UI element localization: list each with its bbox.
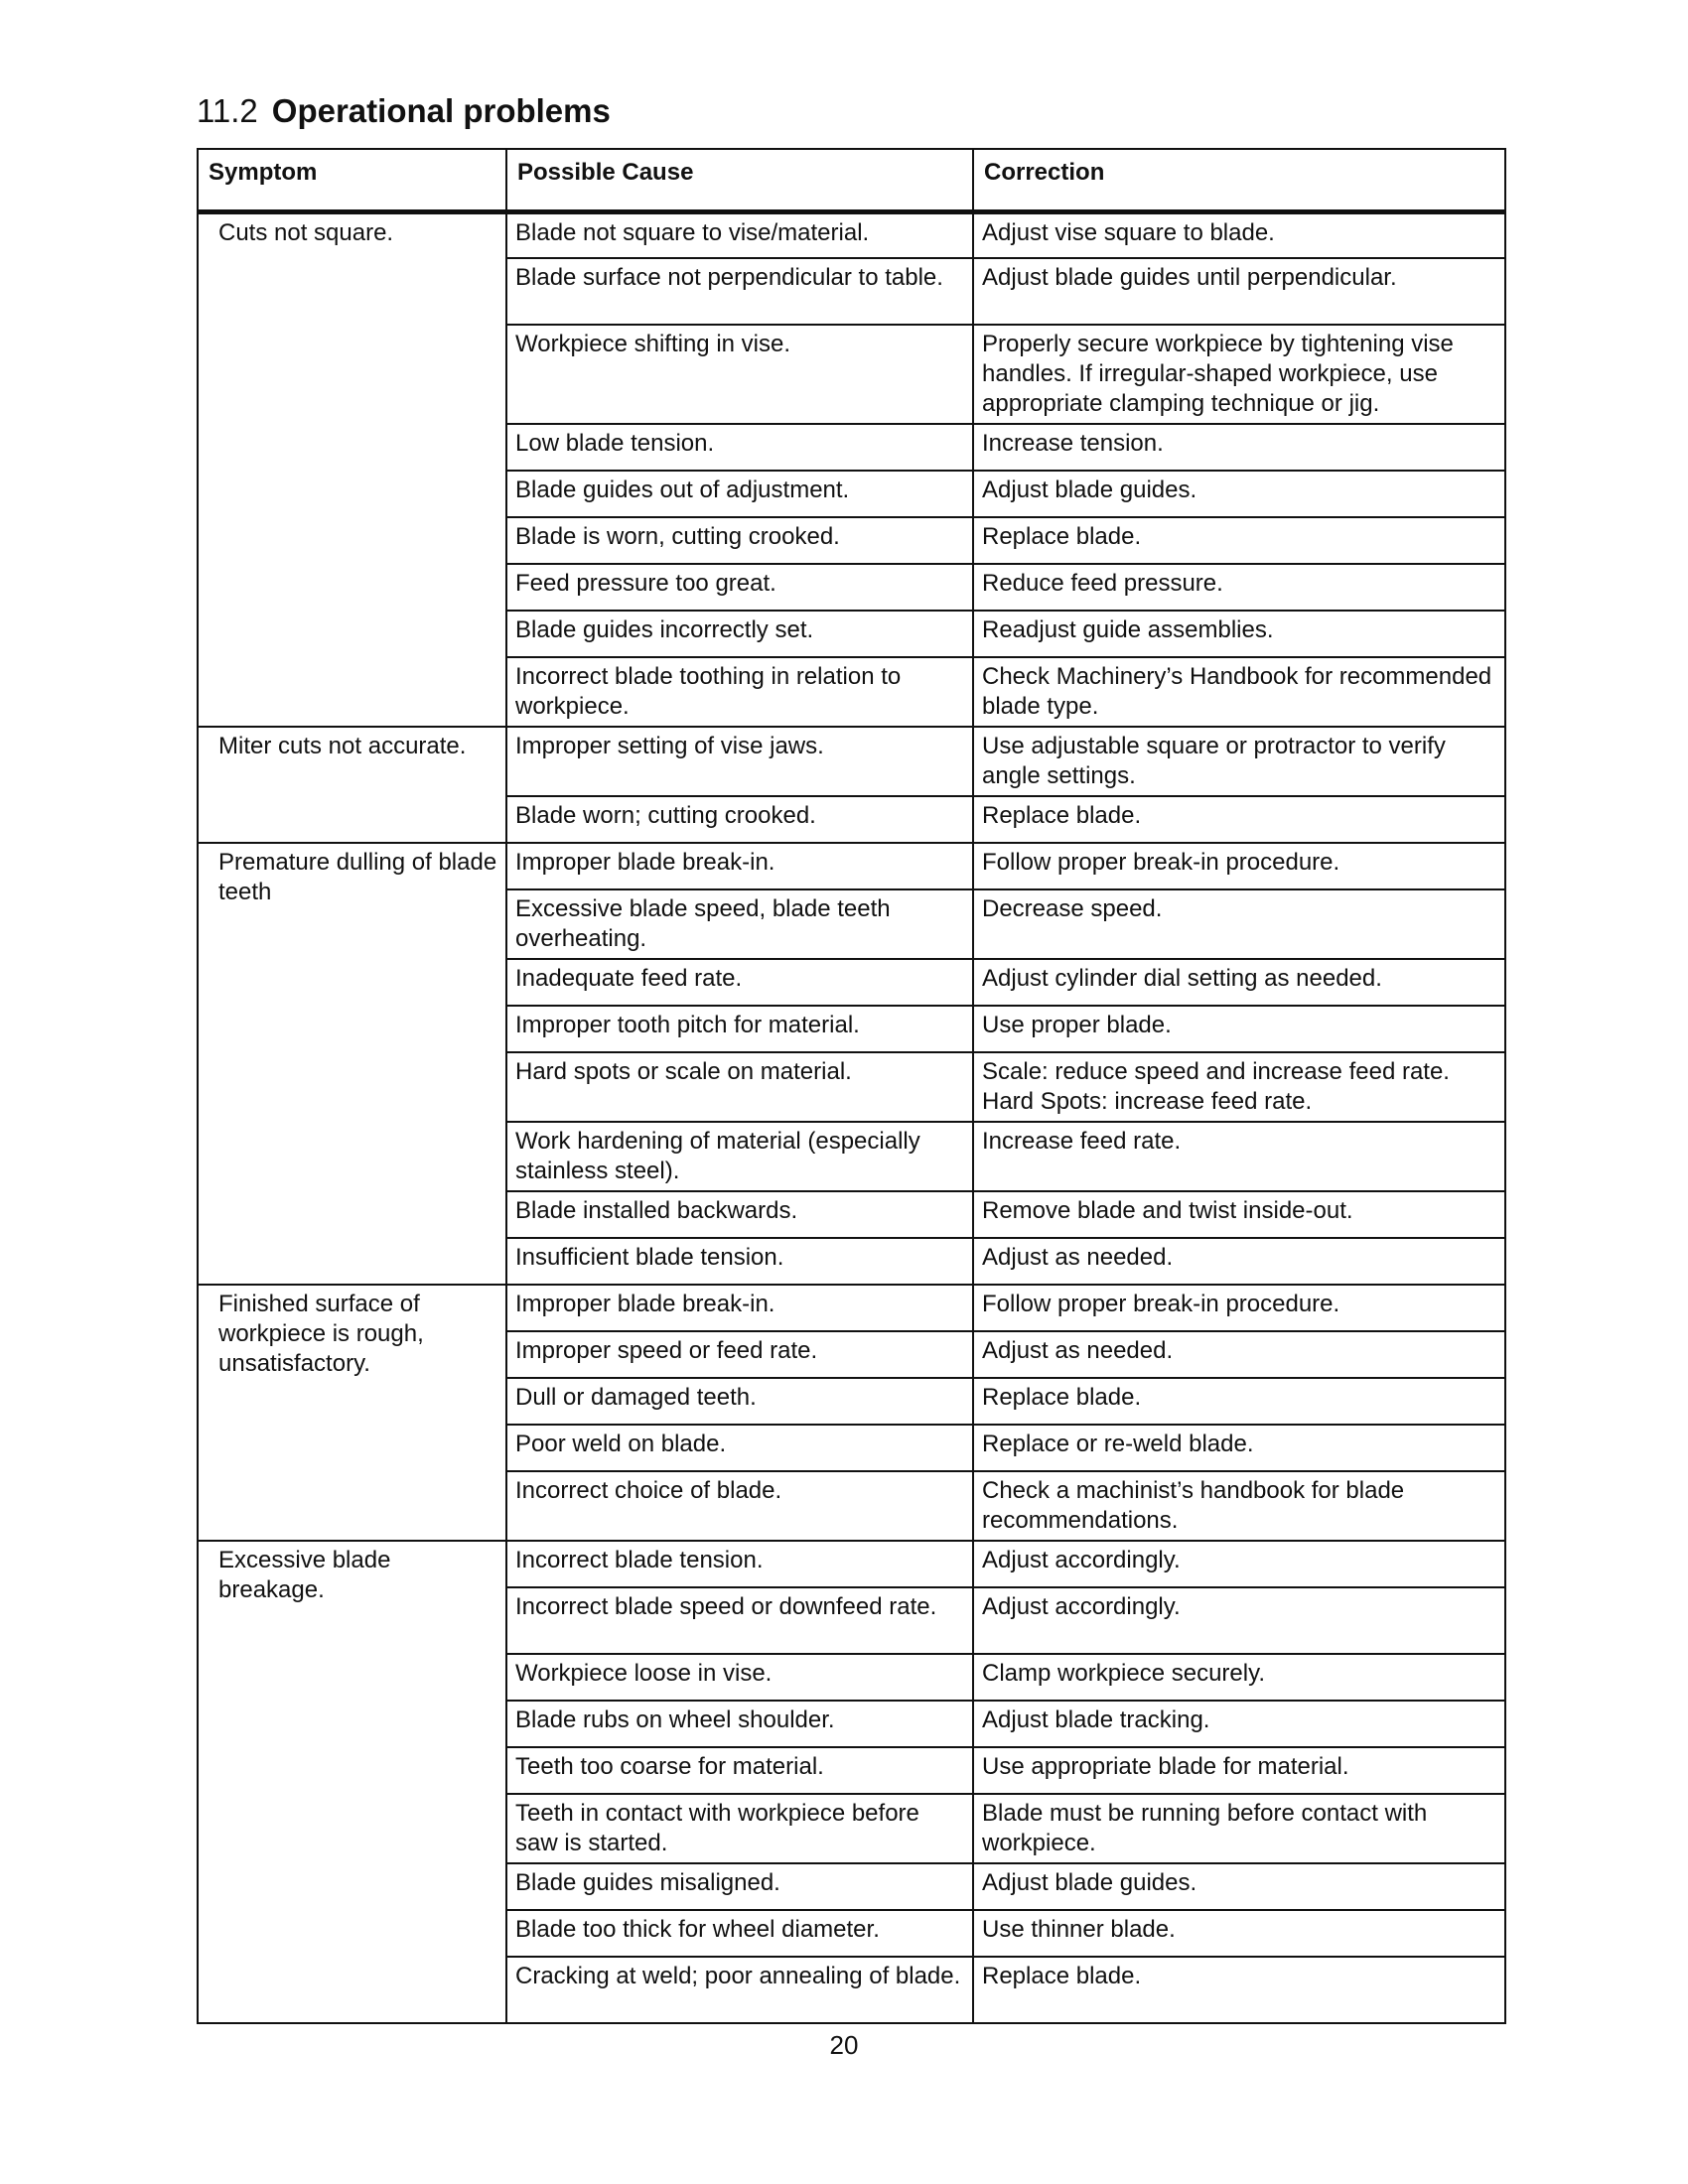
symptom-cell: Miter cuts not accurate. xyxy=(198,727,506,843)
symptom-cell: Excessive blade breakage. xyxy=(198,1541,506,2023)
correction-cell: Follow proper break-in procedure. xyxy=(973,843,1505,889)
cause-cell: Workpiece loose in vise. xyxy=(506,1654,973,1701)
table-body xyxy=(198,212,1505,2023)
correction-cell: Check a machinist’s handbook for blade recommendations. xyxy=(973,1471,1505,1541)
correction-cell: Replace or re-weld blade. xyxy=(973,1425,1505,1471)
section-heading xyxy=(197,91,611,131)
cause-cell: Cracking at weld; poor annealing of blade. xyxy=(506,1957,973,2023)
cause-cell: Blade surface not perpendicular to table. xyxy=(506,258,973,325)
cause-cell: Blade too thick for wheel diameter. xyxy=(506,1910,973,1957)
cause-cell: Improper speed or feed rate. xyxy=(506,1331,973,1378)
cause-cell: Teeth in contact with workpiece before saw is started. xyxy=(506,1794,973,1863)
correction-cell: Adjust blade guides. xyxy=(973,471,1505,517)
correction-cell: Replace blade. xyxy=(973,1957,1505,2023)
correction-cell: Readjust guide assemblies. xyxy=(973,611,1505,657)
correction-cell: Adjust blade tracking. xyxy=(973,1701,1505,1747)
troubleshooting-table xyxy=(197,148,1506,2024)
cause-cell: Teeth too coarse for material. xyxy=(506,1747,973,1794)
correction-cell: Use proper blade. xyxy=(973,1006,1505,1052)
table-row xyxy=(198,727,1505,796)
cause-cell: Incorrect blade toothing in relation to workpiece. xyxy=(506,657,973,727)
correction-cell: Adjust accordingly. xyxy=(973,1541,1505,1587)
cause-cell: Feed pressure too great. xyxy=(506,564,973,611)
correction-cell: Replace blade. xyxy=(973,1378,1505,1425)
cause-cell: Excessive blade speed, blade teeth overheating. xyxy=(506,889,973,959)
correction-cell: Adjust blade guides. xyxy=(973,1863,1505,1910)
correction-cell: Increase tension. xyxy=(973,424,1505,471)
page-number: 20 xyxy=(829,2030,859,2060)
cause-cell: Blade guides misaligned. xyxy=(506,1863,973,1910)
correction-cell: Adjust vise square to blade. xyxy=(973,212,1505,258)
correction-cell: Properly secure workpiece by tightening vise handles. If irregular-shaped workpiece, use appropriate clamping technique or jig. xyxy=(973,325,1505,424)
cause-cell: Workpiece shifting in vise. xyxy=(506,325,973,424)
cause-cell: Blade is worn, cutting crooked. xyxy=(506,517,973,564)
table-row xyxy=(198,1285,1505,1331)
cause-cell: Blade installed backwards. xyxy=(506,1191,973,1238)
cause-cell: Blade rubs on wheel shoulder. xyxy=(506,1701,973,1747)
correction-cell: Check Machinery’s Handbook for recommended blade type. xyxy=(973,657,1505,727)
cause-cell: Inadequate feed rate. xyxy=(506,959,973,1006)
section-number: 11.2 xyxy=(197,92,258,129)
cause-cell: Improper tooth pitch for material. xyxy=(506,1006,973,1052)
header-symptom: Symptom xyxy=(198,149,506,212)
cause-cell: Improper setting of vise jaws. xyxy=(506,727,973,796)
cause-cell: Work hardening of material (especially stainless steel). xyxy=(506,1122,973,1191)
correction-cell: Scale: reduce speed and increase feed rate. Hard Spots: increase feed rate. xyxy=(973,1052,1505,1122)
correction-cell: Adjust cylinder dial setting as needed. xyxy=(973,959,1505,1006)
correction-cell: Replace blade. xyxy=(973,796,1505,843)
cause-cell: Incorrect blade tension. xyxy=(506,1541,973,1587)
cause-cell: Improper blade break-in. xyxy=(506,843,973,889)
correction-cell: Remove blade and twist inside-out. xyxy=(973,1191,1505,1238)
symptom-cell: Premature dulling of blade teeth xyxy=(198,843,506,1285)
cause-cell: Incorrect choice of blade. xyxy=(506,1471,973,1541)
table-row xyxy=(198,212,1505,258)
cause-cell: Blade not square to vise/material. xyxy=(506,212,973,258)
table-row xyxy=(198,1541,1505,1587)
cause-cell: Improper blade break-in. xyxy=(506,1285,973,1331)
table-header-row xyxy=(198,149,1505,212)
correction-cell: Adjust as needed. xyxy=(973,1238,1505,1285)
cause-cell: Blade guides incorrectly set. xyxy=(506,611,973,657)
cause-cell: Hard spots or scale on material. xyxy=(506,1052,973,1122)
correction-cell: Decrease speed. xyxy=(973,889,1505,959)
header-correction: Correction xyxy=(973,149,1505,212)
section-title: Operational problems xyxy=(271,92,611,129)
correction-cell: Replace blade. xyxy=(973,517,1505,564)
header-possible-cause: Possible Cause xyxy=(506,149,973,212)
cause-cell: Blade guides out of adjustment. xyxy=(506,471,973,517)
table-row xyxy=(198,843,1505,889)
correction-cell: Use appropriate blade for material. xyxy=(973,1747,1505,1794)
cause-cell: Insufficient blade tension. xyxy=(506,1238,973,1285)
symptom-cell: Cuts not square. xyxy=(198,212,506,727)
correction-cell: Follow proper break-in procedure. xyxy=(973,1285,1505,1331)
correction-cell: Adjust accordingly. xyxy=(973,1587,1505,1654)
correction-cell: Adjust blade guides until perpendicular. xyxy=(973,258,1505,325)
correction-cell: Use adjustable square or protractor to verify angle settings. xyxy=(973,727,1505,796)
cause-cell: Dull or damaged teeth. xyxy=(506,1378,973,1425)
cause-cell: Blade worn; cutting crooked. xyxy=(506,796,973,843)
cause-cell: Poor weld on blade. xyxy=(506,1425,973,1471)
correction-cell: Increase feed rate. xyxy=(973,1122,1505,1191)
cause-cell: Low blade tension. xyxy=(506,424,973,471)
correction-cell: Clamp workpiece securely. xyxy=(973,1654,1505,1701)
cause-cell: Incorrect blade speed or downfeed rate. xyxy=(506,1587,973,1654)
correction-cell: Use thinner blade. xyxy=(973,1910,1505,1957)
correction-cell: Adjust as needed. xyxy=(973,1331,1505,1378)
correction-cell: Reduce feed pressure. xyxy=(973,564,1505,611)
symptom-cell: Finished surface of workpiece is rough, unsatisfactory. xyxy=(198,1285,506,1541)
correction-cell: Blade must be running before contact with workpiece. xyxy=(973,1794,1505,1863)
